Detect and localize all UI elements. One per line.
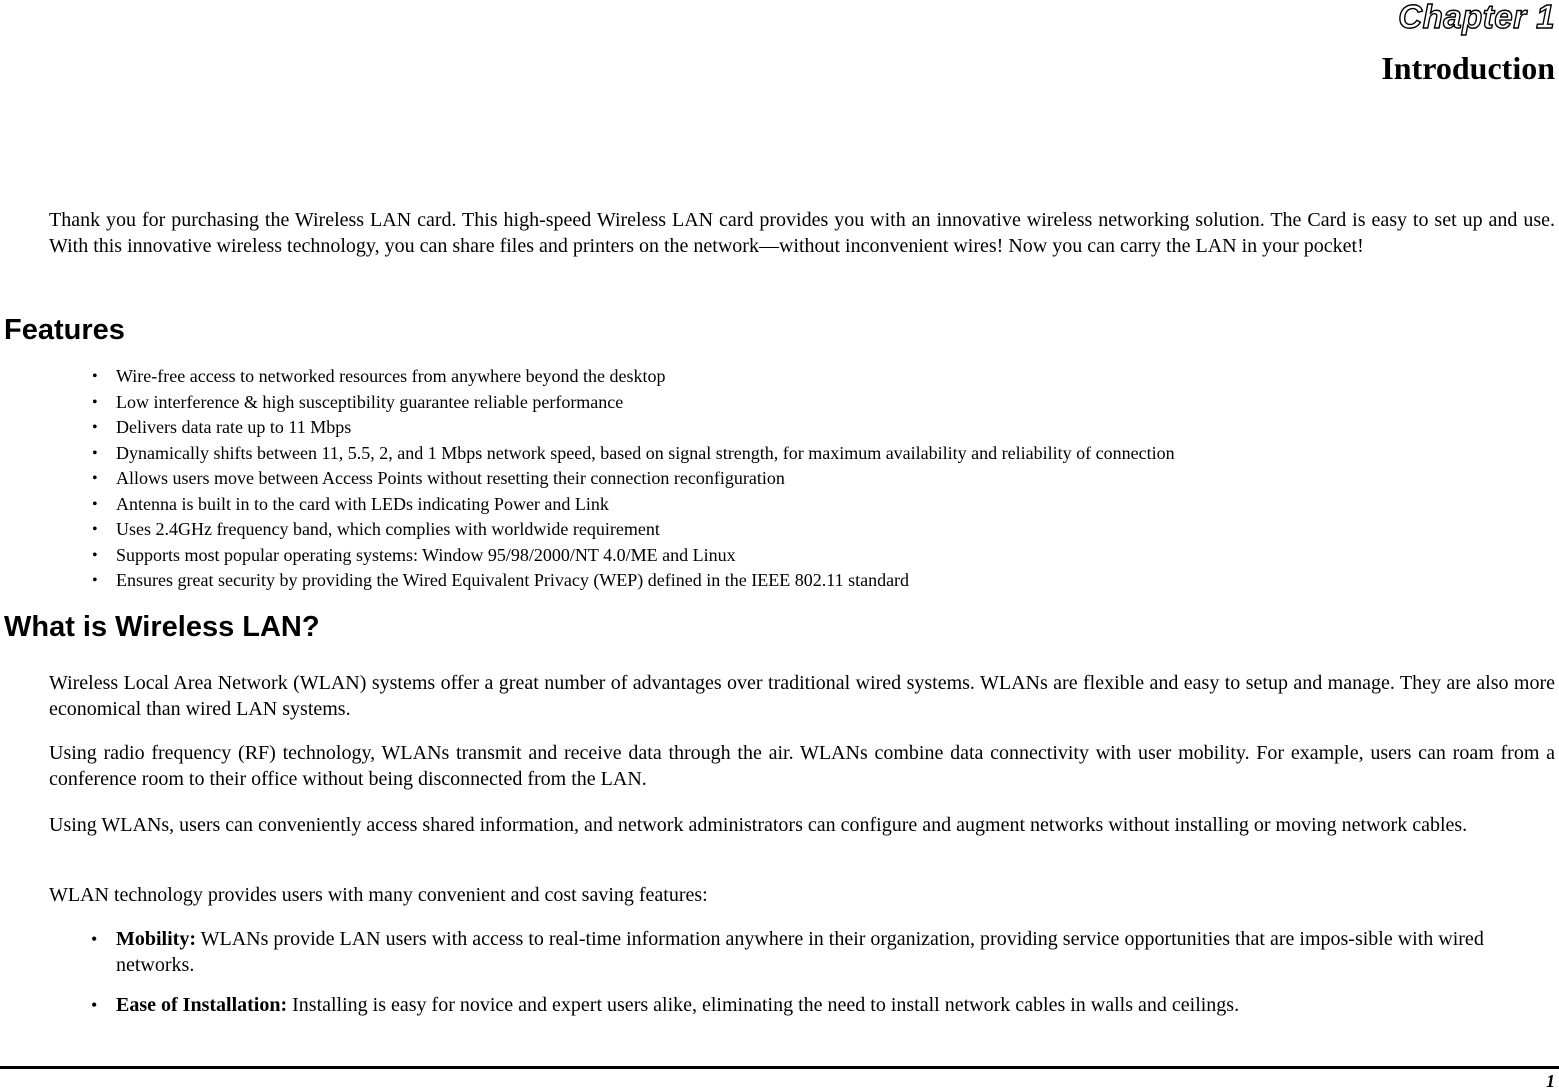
list-item: • Wire-free access to networked resources from anywhere beyond the desktop [0, 364, 1175, 390]
page-number: 1 [1546, 1071, 1555, 1091]
wlan-paragraph-3: Using WLANs, users can conveniently access shared information, and network administrators can configure and augment networks without installing or moving network cables. [49, 814, 1468, 836]
bullet-icon: • [91, 929, 98, 949]
bullet-icon: • [92, 470, 98, 487]
bullet-icon: • [91, 995, 98, 1015]
bullet-icon: • [92, 419, 98, 436]
list-item: • Uses 2.4GHz frequency band, which complies with worldwide requirement [0, 517, 1175, 543]
features-heading: Features [4, 314, 125, 346]
bullet-icon: • [92, 444, 98, 462]
bullet-icon: • [92, 393, 98, 411]
list-item: • Low interference & high susceptibility guarantee reliable performance [0, 390, 1175, 416]
intro-paragraph: Thank you for purchasing the Wireless LAN card. This high-speed Wireless LAN card provides you with an innovative wireless networking solution. The Card is easy to set up and use. With this innovative wireless technology, you can share files and printers on the network—without inconvenient wires! Now you can carry the LAN in your pocket! [49, 209, 1555, 257]
term-description: WLANs provide LAN users with access to real-time information anywhere in their organization, providing service opportunities that are impos-sible with wired networks. [116, 928, 1484, 976]
wlan-features-list [0, 926, 1545, 1032]
wireless-lan-heading: What is Wireless LAN? [4, 611, 320, 643]
bullet-icon: • [92, 572, 98, 589]
wlan-paragraph-4: WLAN technology provides users with many convenient and cost saving features: [49, 884, 708, 906]
list-item: • Ensures great security by providing the Wired Equivalent Privacy (WEP) defined in the IEEE 802.11 standard [0, 568, 1175, 594]
bullet-icon: • [92, 546, 98, 564]
list-item: • Allows users move between Access Points without resetting their connection reconfiguration [0, 466, 1175, 492]
term-label: Ease of Installation: [116, 994, 288, 1016]
wlan-paragraph-1: Wireless Local Area Network (WLAN) systems offer a great number of advantages over traditional wired systems. WLANs are flexible and easy to setup and manage. They are also more economical than wired LAN systems. [49, 672, 1555, 720]
list-item: • Antenna is built in to the card with LEDs indicating Power and Link [0, 492, 1175, 518]
features-list [0, 364, 1175, 594]
chapter-label: Chapter 1 [1398, 0, 1555, 35]
list-item: • Supports most popular operating systems: Window 95/98/2000/NT 4.0/ME and Linux [0, 543, 1175, 569]
term-description: Installing is easy for novice and expert users alike, eliminating the need to install network cables in walls and ceilings. [287, 994, 1240, 1016]
footer-rule [0, 1066, 1559, 1069]
list-item [0, 926, 1545, 978]
wlan-paragraph-2: Using radio frequency (RF) technology, WLANs transmit and receive data through the air. WLANs combine data connectivity with user mobility. For example, users can roam from a conference room to their office without being disconnected from the LAN. [49, 742, 1555, 790]
bullet-icon: • [92, 521, 98, 538]
bullet-icon: • [92, 368, 98, 385]
list-item: • Delivers data rate up to 11 Mbps [0, 415, 1175, 441]
bullet-icon: • [92, 495, 98, 513]
list-item: • Dynamically shifts between 11, 5.5, 2, and 1 Mbps network speed, based on signal strength, for maximum availability and reliability of connection [0, 441, 1175, 467]
list-item [0, 992, 1545, 1018]
page-title: Introduction [1381, 50, 1555, 86]
term-label: Mobility: [116, 928, 196, 950]
